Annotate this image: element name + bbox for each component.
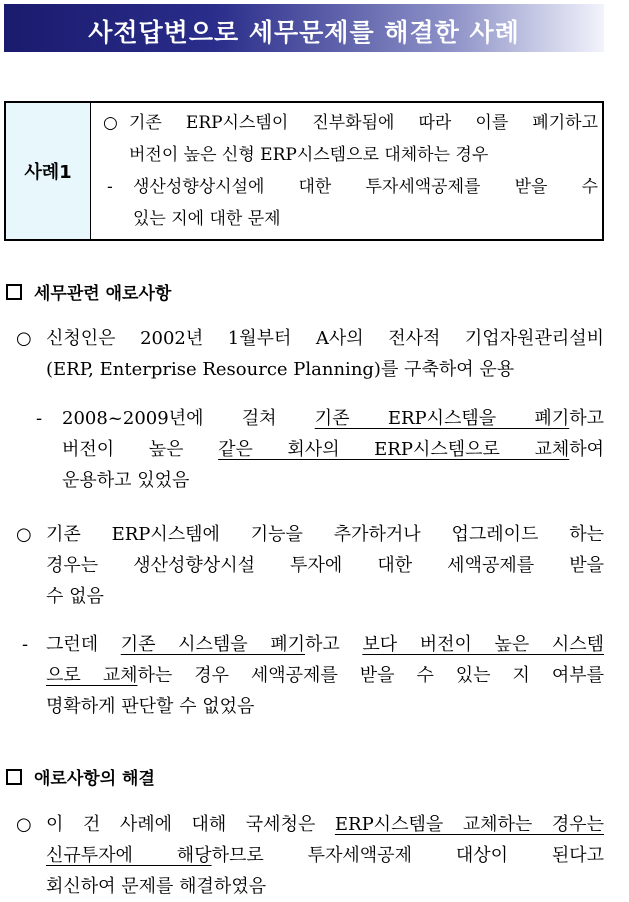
- circle-bullet-icon: ○: [16, 524, 32, 545]
- issue-p2-line-2: 버전이 높은 같은 회사의 ERP시스템으로 교체하여: [62, 439, 605, 460]
- issue-p3-line-2: 경우는 생산성향상시설 투자에 대한 세액공제를 받을: [46, 555, 604, 576]
- circle-bullet-icon: ○: [16, 814, 32, 835]
- issue-p3-line-3: 수 없음: [46, 586, 104, 607]
- issue-paragraph-4: [22, 629, 604, 722]
- issue-p1-line-1: 신청인은 2002년 1월부터 A사의 전사적 기업자원관리설비: [46, 328, 604, 349]
- dash-marker: -: [22, 634, 29, 655]
- issue-paragraph-1: [16, 323, 604, 385]
- issue-p4-line-1: 그런데 기존 시스템을 폐기하고 보다 버전이 높은 시스템: [46, 634, 604, 655]
- case-sub-line-1: 생산성향상시설에 대한 투자세액공제를 받을 수: [133, 177, 598, 197]
- page-title: 사전답변으로 세무문제를 해결한 사례: [88, 18, 520, 47]
- case-bullet-line-2: 버전이 높은 신형 ERP시스템으로 대체하는 경우: [129, 145, 489, 165]
- case-box: [4, 101, 604, 241]
- section-header-issues: [6, 279, 171, 304]
- case-bullet: [103, 107, 598, 171]
- issue-p3-line-1: 기존 ERP시스템에 기능을 추가하거나 업그레이드 하는: [46, 524, 604, 545]
- section-header-issues-text: 세무관련 애로사항: [34, 284, 172, 304]
- issue-p2-line-1: 2008~2009년에 걸쳐 기존 ERP시스템을 폐기하고: [62, 408, 604, 429]
- resolution-p1-line-3: 회신하여 문제를 해결하였음: [46, 876, 267, 897]
- checkbox-square-icon: [6, 769, 22, 785]
- issue-paragraph-3: [16, 519, 604, 612]
- checkbox-square-icon: [6, 284, 22, 300]
- issue-p4-line-3: 명확하게 판단할 수 없었음: [46, 696, 255, 717]
- issue-p4-line-2: 으로 교체하는 경우 세액공제를 받을 수 있는 지 여부를: [46, 665, 604, 686]
- case-sub-item: [107, 171, 598, 235]
- case-label: 사례1: [6, 103, 91, 239]
- case-sub-line-2: 있는 지에 대한 문제: [133, 209, 281, 229]
- case-bullet-line-1: 기존 ERP시스템이 진부화됨에 따라 이를 폐기하고: [129, 113, 598, 133]
- circle-bullet-icon: ○: [16, 328, 32, 349]
- section-header-resolution: [6, 764, 155, 789]
- case-content: [91, 103, 602, 239]
- issue-p2-line-3: 운용하고 있었음: [62, 470, 190, 491]
- dash-marker: -: [36, 408, 43, 429]
- issue-paragraph-2: [36, 403, 604, 496]
- resolution-paragraph-1: [16, 809, 604, 902]
- issue-p1-line-2: (ERP, Enterprise Resource Planning)를 구축하여 운용: [46, 359, 515, 380]
- resolution-p1-line-2: 신규투자에 해당하므로 투자세액공제 대상이 된다고: [46, 845, 605, 866]
- dash-marker: -: [107, 177, 113, 197]
- resolution-p1-line-1: 이 건 사례에 대해 국세청은 ERP시스템을 교체하는 경우는: [46, 814, 604, 835]
- circle-bullet-icon: ○: [103, 113, 118, 133]
- section-header-resolution-text: 애로사항의 해결: [34, 769, 155, 789]
- title-banner: [4, 4, 604, 52]
